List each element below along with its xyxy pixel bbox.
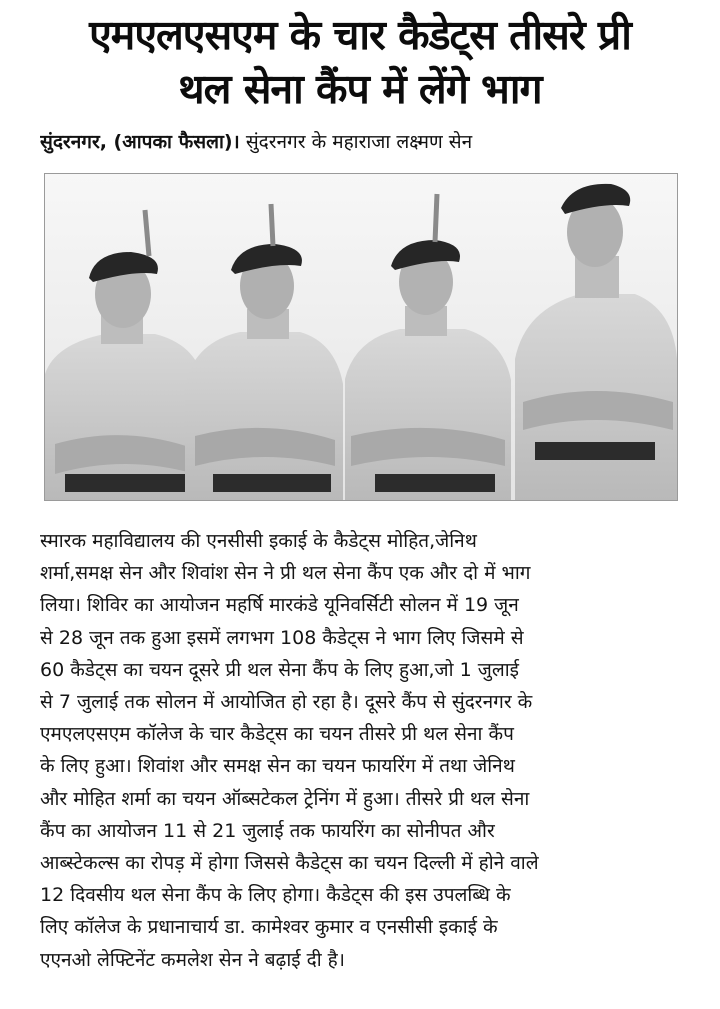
- body-line: कैंप का आयोजन 11 से 21 जुलाई तक फायरिंग का सोनीपत और: [40, 819, 495, 842]
- body-line: एमएलएसएम कॉलेज के चार कैडेट्स का चयन तीसरे प्री थल सेना कैंप: [40, 723, 514, 746]
- body-line: से 28 जून तक हुआ इसमें लगभग 108 कैडेट्स ने भाग लिए जिसमे से: [40, 626, 524, 649]
- dateline-text: सुंदरनगर के महाराजा लक्ष्मण सेन: [245, 131, 473, 153]
- body-line: लिया। शिविर का आयोजन महर्षि मारकंडे यूनिवर्सिटी सोलन में 19 जून: [40, 594, 519, 617]
- article-body: [40, 525, 684, 976]
- body-line: स्मारक महाविद्यालय की एनसीसी इकाई के कैडेट्स मोहित,जेनिथ: [40, 530, 477, 552]
- body-line: के लिए हुआ। शिवांश और समक्ष सेन का चयन फायरिंग में तथा जेनिथ: [40, 755, 515, 778]
- body-line: 60 कैडेट्स का चयन दूसरे प्री थल सेना कैंप के लिए हुआ,जो 1 जुलाई: [40, 658, 519, 681]
- headline-line-2: थल सेना कैंप में लेंगे भाग: [178, 65, 542, 113]
- dateline: [40, 127, 682, 157]
- body-line: एएनओ लेफ्टिनेंट कमलेश सेन ने बढ़ाई दी है।: [40, 948, 345, 971]
- body-line: लिए कॉलेज के प्रधानाचार्य डा. कामेश्वर कुमार व एनसीसी इकाई के: [40, 916, 498, 939]
- cadets-photo-illustration: [45, 174, 677, 500]
- dateline-place: सुंदरनगर, (आपका फैसला)।: [40, 131, 240, 153]
- cadets-photo: [44, 173, 678, 501]
- body-line: शर्मा,समक्ष सेन और शिवांश सेन ने प्री थल सेना कैंप एक और दो में भाग: [40, 562, 531, 585]
- headline-line-1: एमएलएसएम के चार कैडेट्स तीसरे प्री: [89, 11, 631, 59]
- headline: [20, 8, 700, 116]
- body-line: आब्स्टेकल्स का रोपड़ में होगा जिससे कैडेट्स का चयन दिल्ली में होने वाले: [40, 852, 539, 875]
- body-line: से 7 जुलाई तक सोलन में आयोजित हो रहा है। दूसरे कैंप से सुंदरनगर के: [40, 691, 533, 714]
- body-line: 12 दिवसीय थल सेना कैंप के लिए होगा। कैडेट्स की इस उपलब्धि के: [40, 884, 511, 907]
- body-line: और मोहित शर्मा का चयन ऑब्सटेकल ट्रेनिंग में हुआ। तीसरे प्री थल सेना: [40, 787, 530, 810]
